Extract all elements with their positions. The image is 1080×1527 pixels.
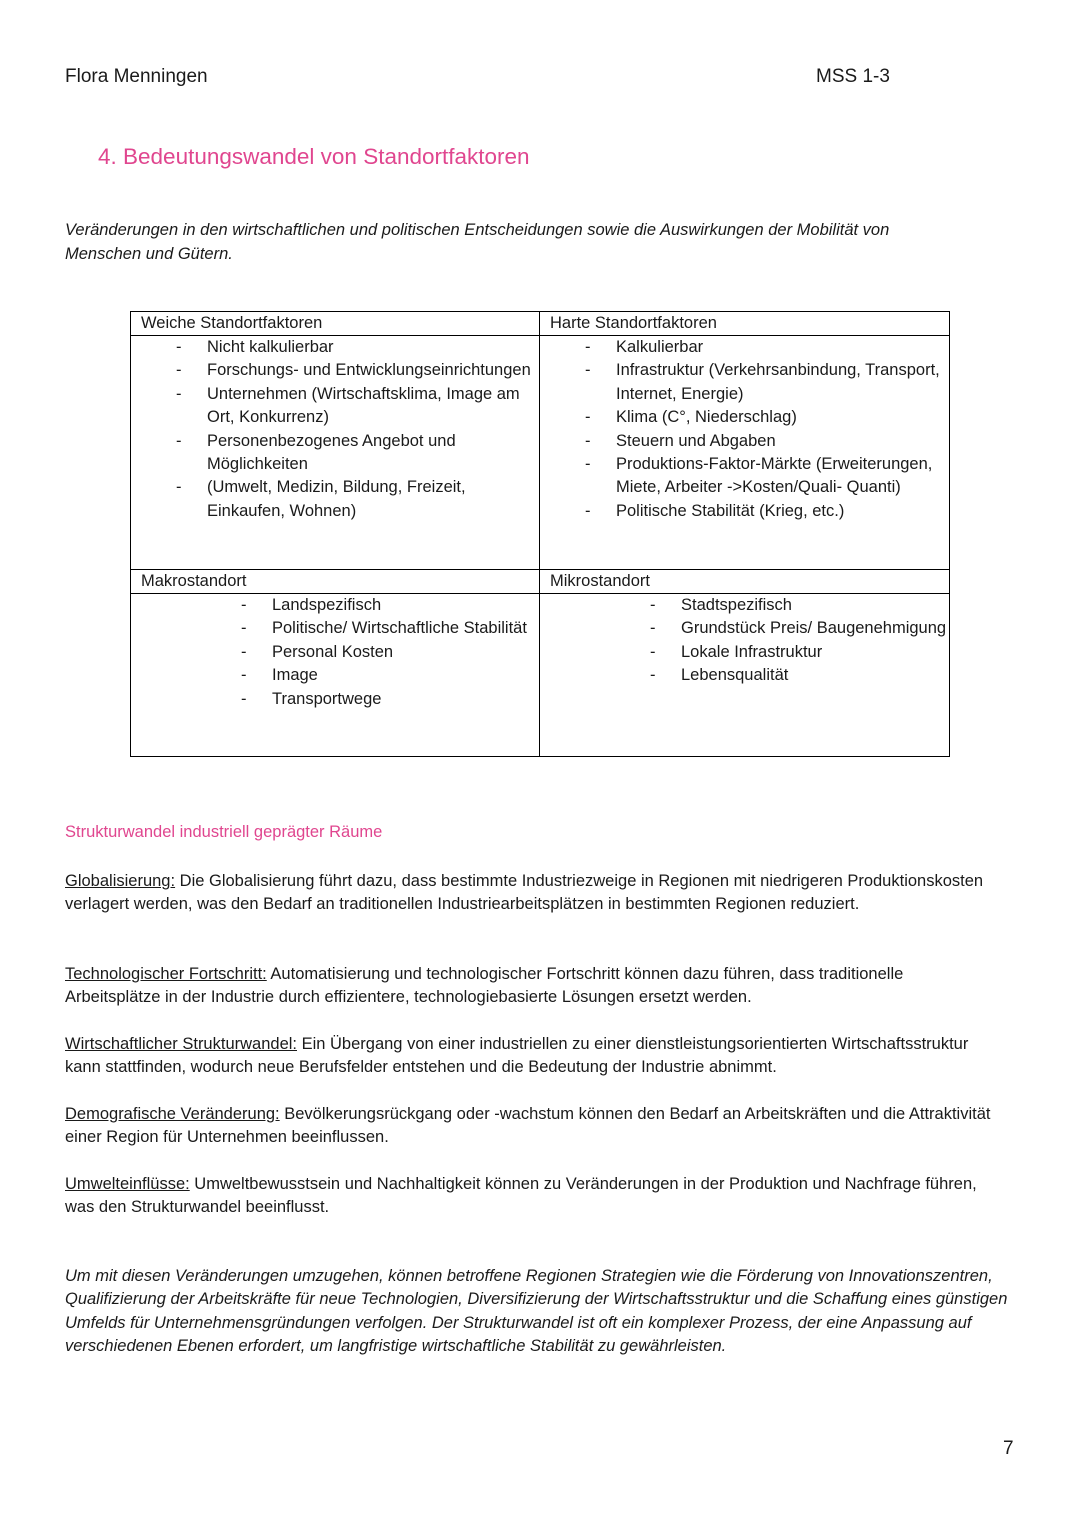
list-item: - Lokale Infrastruktur: [681, 641, 949, 664]
micro-location-cell: [540, 594, 950, 757]
list-item: - Nicht kalkulierbar: [207, 336, 539, 359]
paragraph-demografie: [65, 1103, 1000, 1150]
list-item: - Politische Stabilität (Krieg, etc.): [616, 500, 949, 523]
list-item: - Kalkulierbar: [616, 336, 949, 359]
paragraph-text: Ein Übergang von einer industriellen zu einer dienstleistungsorientierten Wirtschaftsstruktur kann stattfinden, wodurch neue Berufsfelder entstehen und die Bedeutung der Industrie abnimmt.: [65, 1035, 969, 1077]
paragraph-term: Umwelteinflüsse:: [65, 1175, 190, 1193]
paragraph-term: Demografische Veränderung:: [65, 1105, 280, 1123]
section-heading: 4. Bedeutungswandel von Standortfaktoren: [98, 144, 530, 169]
paragraph-term: Technologischer Fortschritt:: [65, 965, 267, 983]
list-item: - Grundstück Preis/ Baugenehmigung: [681, 617, 949, 640]
list-item: - Lebensqualität: [681, 664, 949, 687]
soft-factors-header: Weiche Standortfaktoren: [131, 312, 540, 336]
micro-location-list: [681, 594, 949, 688]
list-item: - Image: [272, 664, 539, 687]
intro-text: Veränderungen in den wirtschaftlichen und politischen Entscheidungen sowie die Auswirkungen der Mobilität von Menschen und Gütern.: [65, 221, 890, 263]
hard-factors-header: Harte Standortfaktoren: [540, 312, 950, 336]
paragraph-strukturwandel: [65, 1033, 1000, 1080]
paragraph-term: Wirtschaftlicher Strukturwandel:: [65, 1035, 297, 1053]
paragraph-term: Globalisierung:: [65, 872, 176, 890]
paragraph-text: Umweltbewusstsein und Nachhaltigkeit können zu Veränderungen in der Produktion und Nachfrage führen, was den Strukturwandel beeinflusst.: [65, 1175, 977, 1217]
paragraph-umwelt: [65, 1173, 1000, 1220]
course-label: MSS 1-3: [816, 66, 890, 87]
list-item: - Klima (C°, Niederschlag): [616, 406, 949, 429]
page-number: 7: [1003, 1438, 1014, 1459]
list-item: - Transportwege: [272, 688, 539, 711]
conclusion-text: Um mit diesen Veränderungen umzugehen, können betroffene Regionen Strategien wie die Förderung von Innovationszentren, Qualifizierung der Arbeitskräfte für neue Technologien, Diversifizierung der Wirtschaftsstruktur und die Schaffung eines günstigen Umfelds für Unternehmensgründungen verfolgen. Der Strukturwandel ist oft ein komplexer Prozess, der eine Anpassung auf verschiedenen Ebenen erfordert, um langfristige wirtschaftliche Stabilität zu gewährleisten.: [65, 1267, 1008, 1356]
list-item: - Landspezifisch: [272, 594, 539, 617]
paragraph-text: Die Globalisierung führt dazu, dass bestimmte Industriezweige in Regionen mit niedrigeren Produktionskosten verlagert werden, was den Bedarf an traditionellen Industriearbeitsplätzen in bestimmten Regionen reduziert.: [65, 872, 984, 914]
list-item: - Forschungs- und Entwicklungseinrichtungen: [207, 359, 539, 382]
list-item: - Unternehmen (Wirtschaftsklima, Image am Ort, Konkurrenz): [207, 383, 539, 430]
factors-table: [130, 311, 950, 570]
macro-location-list: [272, 594, 539, 711]
micro-location-header: Mikrostandort: [540, 570, 950, 594]
hard-factors-cell: [540, 336, 950, 570]
list-item: - Politische/ Wirtschaftliche Stabilität: [272, 617, 539, 640]
soft-factors-list: [207, 336, 539, 523]
list-item: - Produktions-Faktor-Märkte (Erweiterungen, Miete, Arbeiter ->Kosten/Quali- Quanti): [616, 453, 949, 500]
author-name: Flora Menningen: [65, 66, 208, 87]
paragraph-text: Automatisierung und technologischer Fortschritt können dazu führen, dass traditionelle Arbeitsplätze in der Industrie durch effizientere, technologiebasierte Lösungen ersetzt werden.: [65, 965, 904, 1007]
paragraph-text: Bevölkerungsrückgang oder -wachstum können den Bedarf an Arbeitskräften und die Attraktivität einer Region für Unternehmen beeinflussen.: [65, 1105, 991, 1147]
paragraph-technologie: [65, 963, 1000, 1010]
paragraph-globalisierung: [65, 870, 1000, 917]
soft-factors-cell: [131, 336, 540, 570]
macro-location-header: Makrostandort: [131, 570, 540, 594]
location-table: [130, 569, 950, 757]
list-item: - (Umwelt, Medizin, Bildung, Freizeit, Einkaufen, Wohnen): [207, 476, 539, 523]
structure-heading: Strukturwandel industriell geprägter Räume: [65, 823, 383, 841]
hard-factors-list: [616, 336, 949, 523]
list-item: - Personenbezogenes Angebot und Möglichkeiten: [207, 430, 539, 477]
list-item: - Personal Kosten: [272, 641, 539, 664]
macro-location-cell: [131, 594, 540, 757]
list-item: - Steuern und Abgaben: [616, 430, 949, 453]
list-item: - Stadtspezifisch: [681, 594, 949, 617]
list-item: - Infrastruktur (Verkehrsanbindung, Transport, Internet, Energie): [616, 359, 949, 406]
